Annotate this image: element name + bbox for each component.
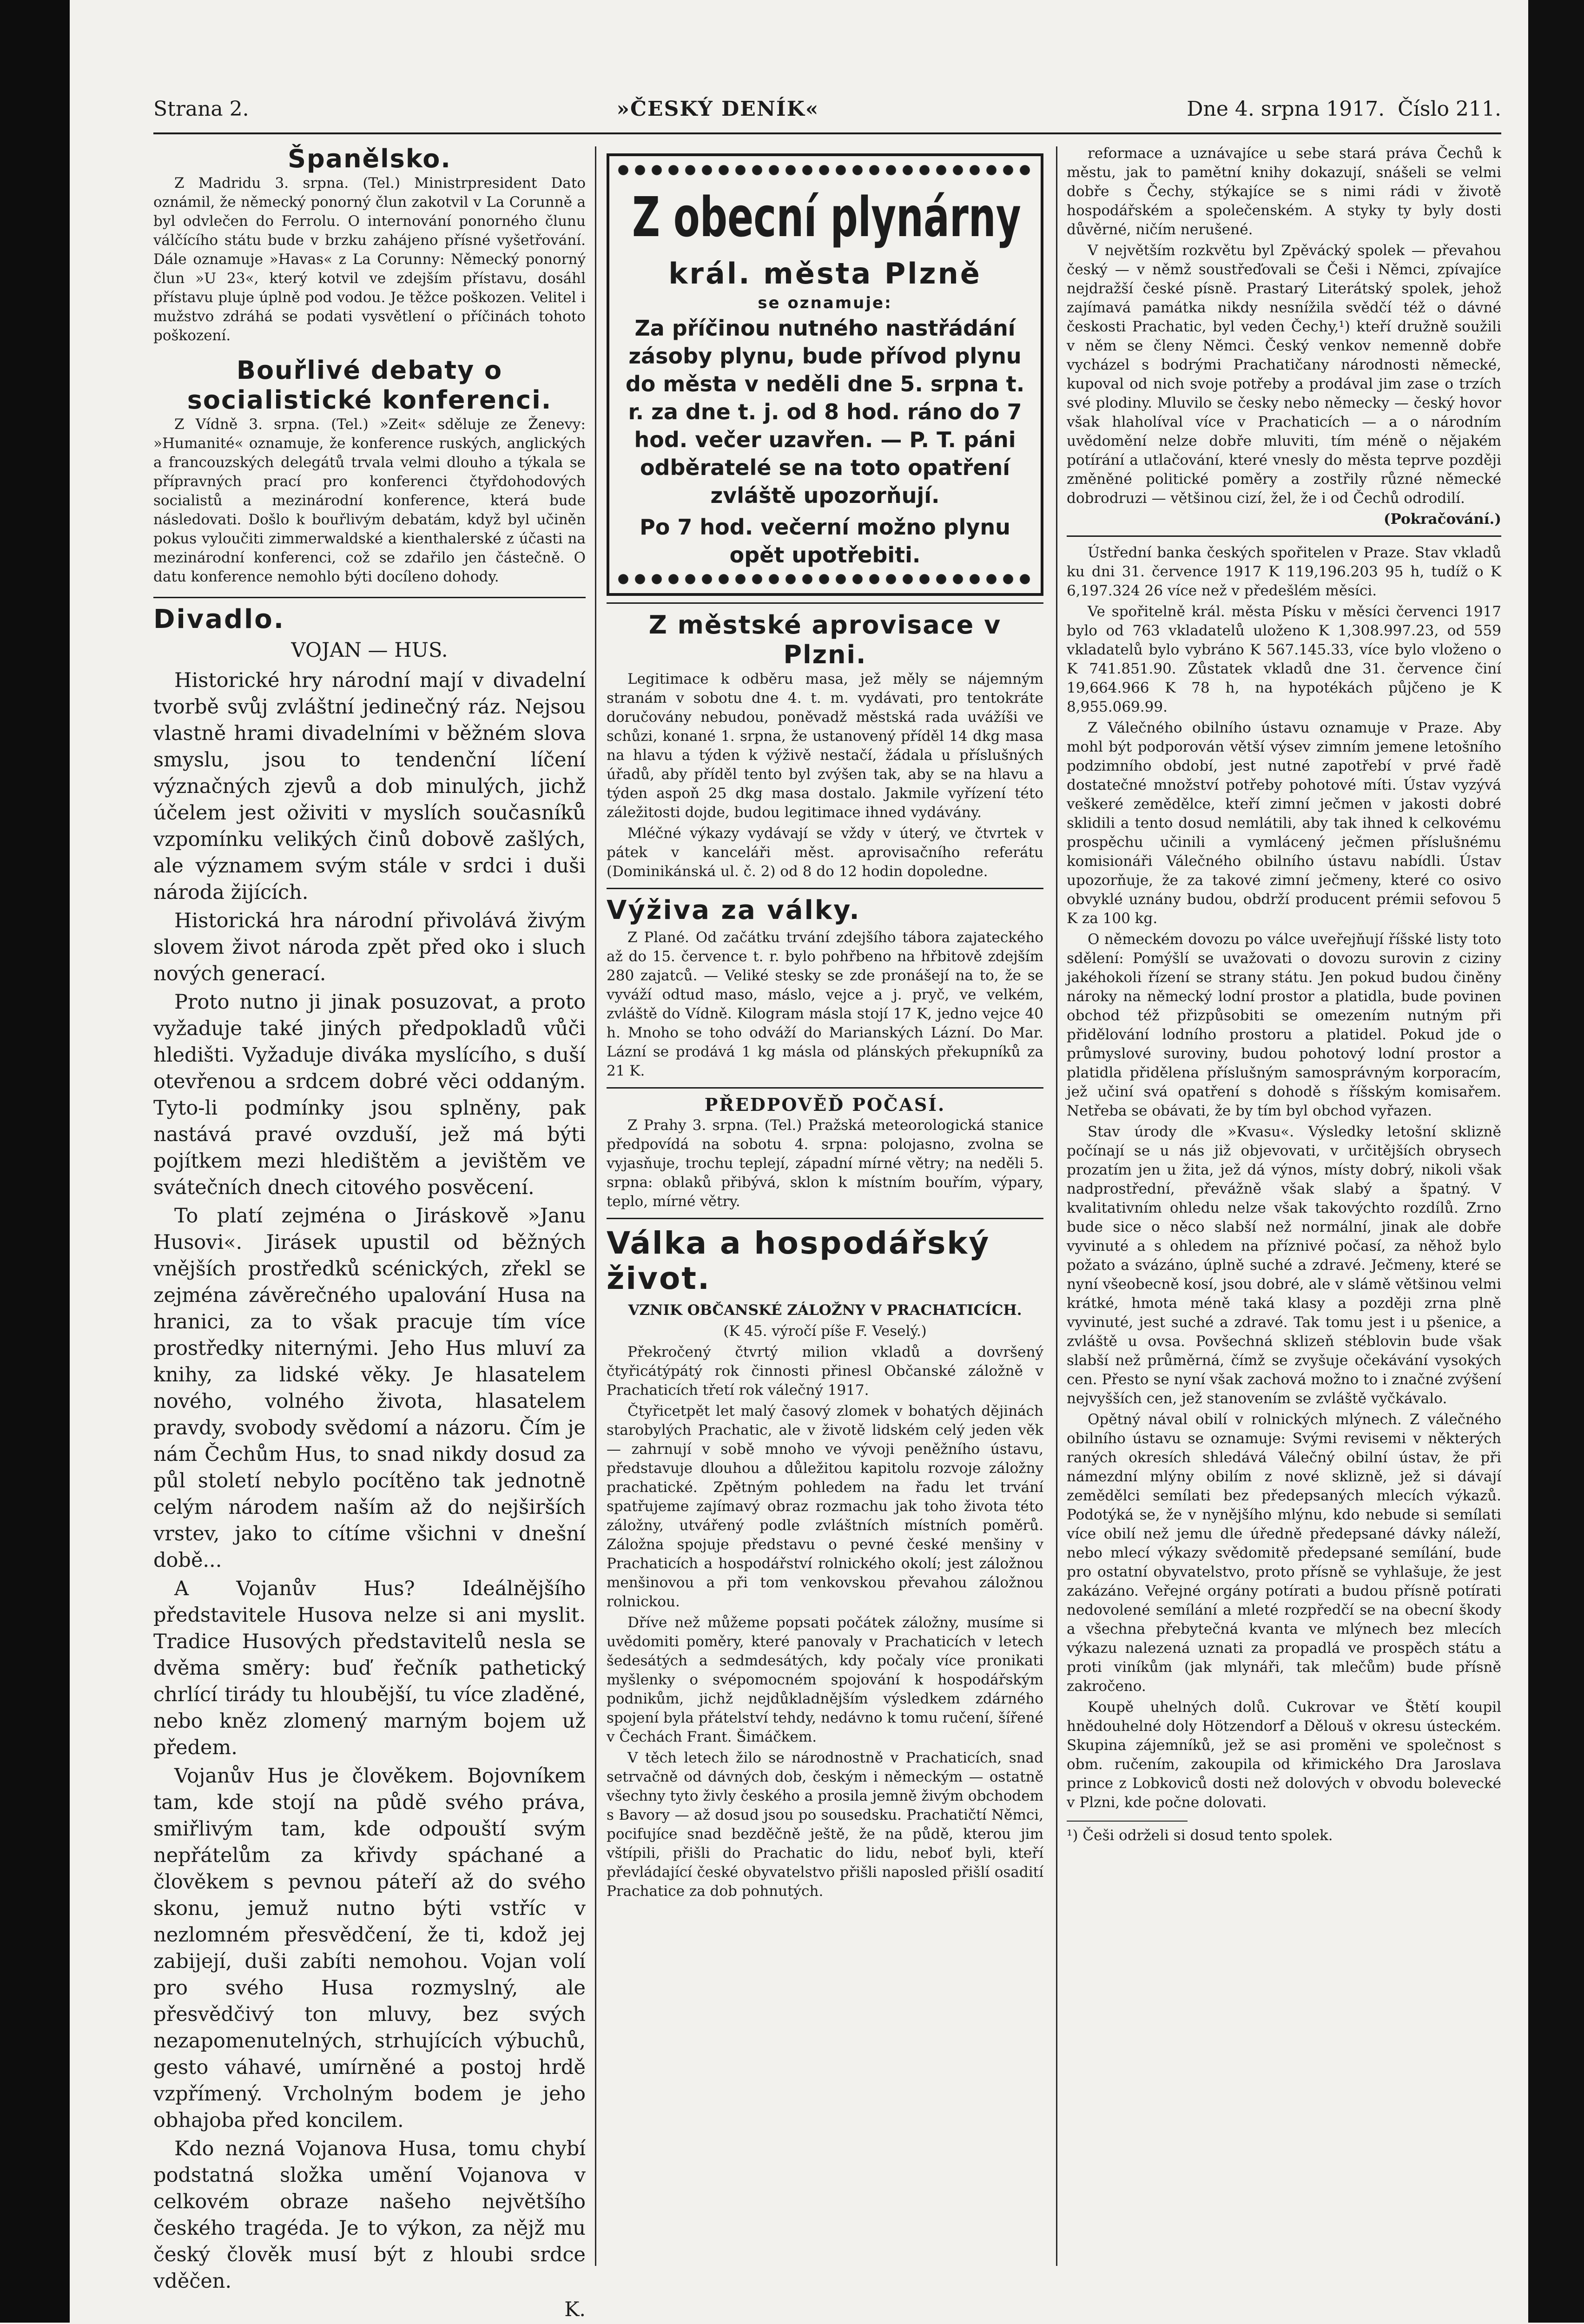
paragraph: Historické hry národní mají v divadelní tvorbě svůj zvláštní jedinečný ráz. Nejsou vlastně hrami divadelními v běžném slova smyslu, jsou to tendenční líčení význačných zjevů a dob minulých, jichž účelem jest oživiti v myslích současníků vzpomínku velikých činů dobově zašlých, ale významem svým stále v srdci i duši národa žijících.	[153, 669, 586, 904]
ad-subtitle: král. města Plzně	[668, 257, 982, 290]
article-subtitle: VOJAN — HUS.	[291, 639, 448, 662]
section-divider	[607, 1087, 1043, 1089]
section-title: Výživa za války.	[607, 895, 861, 925]
section-title: Divadlo.	[153, 604, 285, 634]
page-header	[153, 88, 1501, 121]
paragraph: Čtyřicetpět let malý časový zlomek v bohatých dějinách starobylých Prachatic, ale v životě lidském celý jeden věk — zahrnují v sobě mnoho ve vývoji peněžního ústavu, představuje dlouhou a důležitou kapitolu rozvoje záložny prachatické. Zpětným pohledem na řadu let trvání spatřujeme zajímavý obraz rozmachu jak toho života této záložny, utvářený podle zvláštních místních poměrů. Záložna spojuje představu o pevné české menšiny v Prachaticích a hospodářství rolnického okolí; jest záložnou menšinovou a při tom venkovskou převahou záložnou rolnickou.	[607, 1403, 1043, 1610]
date-issue	[1187, 97, 1501, 121]
paragraph: Z Válečného obilního ústavu oznamuje v Praze. Aby mohl být podporován větší výsev zimním jemene letošního podzimního období, jest nutné zapotřebí v prvé řadě dostatečné množství potřeby pohotové míti. Ústav vyzývá veškeré zemědělce, kteří zimní ječmen v jakosti dobré sklidili a tento dosud nemlátili, aby tak ihned k celkovému prospěchu učinili a vymlácený ječmen příslušnému komisionáři Válečného obilního ústavu nabídli. Ústav upozorňuje, že za takové zimní ječmeny, které co osivo obvyklé uznány budou, obdrží producent prémii sefovou 5 K za 100 kg.	[1067, 720, 1501, 927]
article-byline: (K 45. výročí píše F. Veselý.)	[723, 1323, 927, 1340]
paragraph: Ve spořitelně král. města Písku v měsíci červenci 1917 bylo od 763 vkladatelů uloženo K 1,308.997.23, od 559 vkladatelů bylo vybráno K 567.145.33, více bylo vloženo o K 741.851.90. Zůstatek vkladů dne 31. července činí 19,664.966 K 78 h, na hypotékách půjčeno je K 8,955.069.99.	[1067, 603, 1501, 715]
section-divider	[1067, 535, 1501, 537]
paragraph: To platí zejména o Jiráskově »Janu Husovi«. Jirásek upustil od běžných vnějších prostředků scénických, zřekl se zejména závěrečného upalování Husa na hranici, za to však pracuje tím více prostředky niternými. Jeho Hus mluví za knihy, za lidské věky. Je hlasatelem nového, volného života, hlasatelem pravdy, svobody svědomí a názoru. Čím je nám Čechům Hus, to snad nikdy dosud za půl století nebylo pocítěno tak jednotně celým národem naším až do nejširších vrstev, jako to cítíme všichni v dnešní době...	[153, 1204, 586, 1572]
article-title: Z městské aprovisace v Plzni.	[648, 610, 1002, 669]
article-title: Bouřlivé debaty o socialistické konferenci.	[187, 356, 552, 415]
article-supply	[607, 610, 1043, 881]
dot-border	[615, 571, 1035, 588]
paragraph: Proto nutno ji jinak posuzovat, a proto vyžaduje také jiných předpokladů vůči hledišti. Vyžaduje diváka myslícího, s duší otevřenou a srdcem dobré věci oddaným. Tyto-li podmínky jsou splněny, pak nastává pravé ovzduší, jež má býti pojítkem mezi hledištěm a jevištěm ve svátečních dnech citového posvěcení.	[153, 990, 586, 1199]
section-divider	[607, 602, 1043, 604]
paragraph: V největším rozkvětu byl Zpěvácký spolek — převahou český — v němž soustřeďovali se Češi i Němci, zpívajíce nejdražší české písně. Prastarý Literátský spolek, jehož zajímavá památka nikdy nesnížila svědčí též o dávné českosti Prachatic, byl veden Čechy,¹) kteří družně soužili v něm se členy Němci. Český venkov nemenně dobře vycházel s bodrými Prachatičany národnosti německé, kupoval od nich svoje potřeby a prodával jim zase o trzích své plodiny. Mluvilo se česky nebo německy — český hovor však hlaholíval více v Prachaticích — a o národním uvědomění nelze dobře mluviti, tím méně o nějakém potírání a utlačování, které vnesly do města teprve později změněné politické poměry a zostřily různé německé dobrodruzi — většinou cizí, žel, že i od Čechů odrodilí.	[1067, 242, 1501, 507]
article-title: Španělsko.	[288, 144, 451, 173]
article-text: Legitimace k odběru masa, jež měly se nájemným stranám v sobotu dne 4. t. m. vydávati, pro tentokráte doručovány nebudou, poněvadž městská rada uvážíši ve schůzi, konané 1. srpna, že ustanovený příděl 14 dkg masa na hlavu a týden k výživě nestačí, žádala u příslušných úřadů, aby příděl tento byl zvýšen tak, aby se na hlavu a týden aspoň 25 dkg masa dostalo. Jakmile vyřízení této záležitosti dojde, budou legitimace ihned vydávány.	[607, 671, 1043, 821]
ad-title: Z obecní plynárny	[632, 185, 1021, 249]
article-text: Z Prahy 3. srpna. (Tel.) Pražská meteorologická stanice předpovídá na sobotu 4. srpna: polojasno, zvolna se vyjasňuje, trochu teplejí, západní mírné větry; na neděli 5. srpna: oblaků přibývá, sklon k místním bouřím, výpary, teplo, mírné větry.	[607, 1117, 1043, 1210]
ad-footer: Po 7 hod. večerní možno plynu opět upotřebiti.	[640, 515, 1010, 568]
dot-border	[615, 162, 1035, 178]
paragraph: V těch letech žilo se národnostně v Prachaticích, snad setrvačně od dávných dob, českým i německým — ostatně všechny tyto živly českého a prosila jemně živým obchodem s Bavory — až dosud jsou po sousedsku. Prachatičtí Němci, pocifujíce snad bezděčně ještě, že na půdě, kterou jim vštípili, přišli do Prachatic do lidu, neboť byli, kteří převládající české obyvatelstvo přišli naposled přišlí osadití Prachatice za dob pohnutých.	[607, 1750, 1043, 1900]
newspaper-page	[153, 70, 1501, 2321]
article-subtitle: VZNIK OBČANSKÉ ZÁLOŽNY V PRACHATICÍCH.	[628, 1302, 1022, 1319]
paragraph: Dříve než můžeme popsati počátek záložny, musíme si uvědomiti poměry, které panovaly v Prachaticích v letech šedesátých a sedmdesátých, kdy počaly více pronikati myšlenky o svépomocném spojování k hospodářským podnikům, jichž nejdůkladnějším výsledkem zdárného spojení byla přátelství tehdy, nedávno k tomu ručení, šířené v Čechách Frant. Šimáčkem.	[607, 1614, 1043, 1745]
header-rule	[153, 132, 1501, 134]
column-rule-1	[595, 146, 596, 2266]
continued-article	[1067, 144, 1501, 508]
article-theatre	[153, 605, 586, 2323]
gasworks-advertisement	[607, 153, 1043, 596]
article-title: PŘEDPOVĚĎ POČASÍ.	[704, 1094, 946, 1115]
paragraph: Opětný nával obilí v rolnických mlýnech. Z válečného obilního ústavu se oznamuje: Svými revisemi v některých raných okresích shledává Válečný obilní ústav, že při námezdní mlýny obilím z nové sklizně, jež si dávají zemědělci semílati bez předepsaných mlecích výkazů. Podotýká se, že v nynějšího mlýnu, kdo nebude si semílati více obilí než jemu dle úředně předepsané dávky náleží, nebo mlecí výkazy svědomitě předepsané semílání, bude pro ostatní obyvatelstvo, proto přísně se vyhlašuje, že jest zakázáno. Veřejné orgány potírati a budou přísně potírati nedovolené semílání a mleté rozpředčí se na obecní škody a všechna přebytečná kvanta ve mlýnech bez mlecích výkazu nalezená uznati za propadlá ve prospěch státu a proti viníkům (jak mlynáři, tak mlečům) bude přísně zakročeno.	[1067, 1411, 1501, 1695]
footnote: ¹) Češi održeli si dosud tento spolek.	[1067, 1827, 1333, 1844]
paragraph: Vojanův Hus je člověkem. Bojovníkem tam, kde stojí na půdě svého práva, smiřlivým tam, kde odpouští svým nepřátelům za křivdy spáchané a člověkem s pevnou páteří až do svého skonu, jemuž nutno býti vstříc v nezlomném přesvědčení, že ti, kdož jej zabijejí, duši zabíti nemohou. Vojan volí pro svého Husa rozmyslný, ale přesvědčivý ton mluvy, bez svých nezapomenutelných, strhujících výbuchů, gesto váhavé, umírněné a postoj hrdě vzpřímený. Vrcholným bodem je jeho obhajoba před koncilem.	[153, 1764, 586, 2132]
scan-border-left	[0, 0, 70, 2323]
paragraph: Stav úrody dle »Kvasu«. Výsledky letošní sklizně počínají se u nás již objevovati, v určitějších obrysech prozatím jen u žita, jež dá výnos, místy dobrý, nikoli však nadprostřední, převážně však slabý a špatný. V kvalitativním ohledu nelze však takovýchto rozdílů. Zrno bude sice o něco slabší než normální, jinak ale dobře vyvinuté a s ohledem na příznivé počasí, za něhož bylo požato a svázáno, úplně suché a zdravé. Ječmeny, které se nyní všeobecně kosí, jsou dobré, ale v slámě většinou velmi krátké, hmota méně taká klasy a později zrna plně vyvinuté, jest suché a zdravé. Tak tomu jest i u pšenice, a zvláště u ovsa. Povšechná sklizeň stéblovin bude však slabší než průměrná, čímž se zvyšuje očekávání vysokých cen. Přesto se nyní však zachová možno to i značné zvýšení nejvyšších cen, jež stanovením se zvláště vyčkávalo.	[1067, 1123, 1501, 1407]
article-text: Z Plané. Od začátku trvání zdejšího tábora zajateckého až do 15. července t. r. bylo pohřbeno na hřbitově zdejším 280 zajatců. — Veliké stesky se zde pronášejí na to, že se vyváží odtud maso, máslo, vejce a j. pryč, ve velkém, zvláště do Vídně. Kilogram másla stojí 17 K, jedno vejce 40 h. Mnoho se toho odváží do Marianských Lázní. Do Mar. Lázní se prodává 1 kg másla od plánských překupníků za 21 K.	[607, 929, 1043, 1079]
article-body	[153, 667, 586, 2295]
section-divider	[607, 888, 1043, 889]
footnote-rule	[1067, 1821, 1188, 1822]
section-divider	[607, 1218, 1043, 1219]
masthead: »ČESKÝ DENÍK«	[616, 97, 819, 121]
column-1	[153, 144, 586, 2324]
ad-announce: se oznamuje:	[758, 294, 892, 312]
column-3	[1067, 144, 1501, 1847]
continued-marker: (Pokračování.)	[1383, 511, 1501, 528]
section-title: Válka a hospodářský život.	[607, 1225, 990, 1296]
scan-border-right	[1528, 0, 1584, 2323]
article-text: Mléčné výkazy vydávají se vždy v úterý, ve čtvrtek v pátek v kanceláři měst. aprovisačního referátu (Dominikánská ul. č. 2) od 8 do 12 hodin dopoledne.	[607, 825, 1043, 880]
section-divider	[153, 597, 586, 598]
paragraph: A Vojanův Hus? Ideálnějšího představitele Husova nelze si ani myslit. Tradice Husových představitelů nesla se dvěma směry: buď řečník pathetický chrlící tirády tu hloubější, tu více zladěné, nebo kněz zlomený marným bojem už předem.	[153, 1577, 586, 1759]
article-text: Z Madridu 3. srpna. (Tel.) Ministrpresident Dato oznámil, že německý ponorný člun zakotvil v La Corunně a byl odvlečen do Ferrolu. O internování ponorného člunu válčícího státu bude v brzku zahájeno přísné vyšetřování. Dále oznamuje »Havas« z La Corunny: Německý ponorný člun »U 23«, který kotvil ve zdejším přístavu, dosáhl přístavu pluje úplně pod vodou. Je těžce poškozen. Velitel i mužstvo zdráhá se podati vysvětlení o příčinách tohoto poškození.	[153, 175, 586, 344]
article-nutrition	[607, 896, 1043, 1081]
paragraph: Kdo nezná Vojanova Husa, tomu chybí podstatná složka umění Vojanova v celkovém obraze našeho největšího českého tragéda. Je to výkon, za nějž mu český člověk musí být z hloubi srdce vděčen.	[153, 2137, 586, 2293]
paragraph: Překročený čtvrtý milion vkladů a dovršený čtyřicátýpátý rok činnosti přinesl Občanské záložně v Prachaticích třetí rok válečný 1917.	[607, 1344, 1043, 1399]
paragraph: O německém dovozu po válce uveřejňují říšské listy toto sdělení: Pomýšlí se uvažovati o dovozu surovin z ciziny jakéhokoli řízení se strany státu. Jen pokud budou činěny nároky na německý lodní prostor a platidla, bude povinen obchod též přizpůsobiti se omezením nutným při přidělování lodního prostoru a platidel. Pokud jde o průmyslové suroviny, budou pohotový lodní prostor a platidla přidělena příslušným samosprávným korporacím, jež učiní svá opatření s dohodě s říšským komisařem. Netřeba se obávati, že by tím byl obchod vyřazen.	[1067, 931, 1501, 1119]
article-war-economy	[607, 1226, 1043, 1901]
paragraph: Ústřední banka českých spořitelen v Praze. Stav vkladů ku dni 31. července 1917 K 119,196.203 95 h, tudíž o K 6,197.324 26 více než v předešlém měsíci.	[1067, 544, 1501, 599]
paragraph: Historická hra národní přivolává živým slovem život národa zpět před oko i sluch nových generací.	[153, 909, 586, 985]
issue-date: Dne 4. srpna 1917.	[1187, 97, 1385, 121]
paragraph: Koupě uhelných dolů. Cukrovar ve Štětí koupil hnědouhelné doly Hötzendorf a Dělouš v okresu ústeckém. Skupina zájemníků, jež se asi proměni ve společnost s obm. ručením, zakoupila od křimického Dra Jaroslava prince z Lobkoviců dosti než dolových v obvodu bolevecké v Plzni, kde počne dolovati.	[1067, 1699, 1501, 1811]
signature: K.	[564, 2298, 586, 2321]
column-2	[607, 144, 1043, 1903]
page-number: Strana 2.	[153, 97, 249, 121]
article-text: Z Vídně 3. srpna. (Tel.) »Zeit« sděluje ze Ženevy: »Humanité« oznamuje, že konference ruských, anglických a francouzských delegátů trvala velmi dlouho a týkala se přípravných prací pro konferenci čtyřdohodových socialistů a mezinárodní konference, která bude následovati. Došlo k bouřlivým debatám, když byl učiněn pokus vyloučiti zimmerwaldské a kienthalerské z účasti na mezinárodní konferenci, což se zdařilo jen částečně. O datu konference nemohlo býti docíleno dohody.	[153, 416, 586, 585]
news-items	[1067, 543, 1501, 1812]
paragraph: reformace a uznávajíce u sebe stará práva Čechů k městu, jak to pamětní knihy dokazují, snášeli se velmi dobře s Čechy, stýkajíce se s nimi rádi v životě hospodářském a společenském. A styky ty byly dosti důvěrné, ničím nerušené.	[1067, 145, 1501, 238]
article-body	[607, 1343, 1043, 1901]
article-weather	[607, 1095, 1043, 1211]
article-debates	[153, 356, 586, 587]
ad-body: Za příčinou nutného nastřádání zásoby plynu, bude přívod plynu do města v neděli dne 5. srpna t. r. za dne t. j. od 8 hod. ráno do 7 hod. večer uzavřen. — P. T. páni odběratelé se na toto opatření zvláště upozorňují.	[625, 316, 1025, 508]
issue-number: Číslo 211.	[1398, 97, 1501, 121]
column-rule-2	[1056, 146, 1057, 2266]
article-spain	[153, 144, 586, 345]
